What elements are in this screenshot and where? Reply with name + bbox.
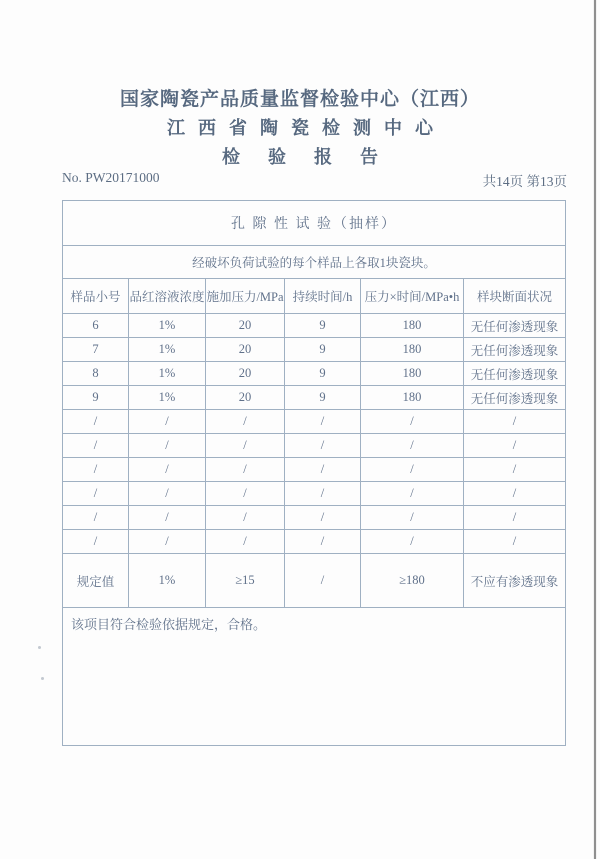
- table-cell: 8: [63, 362, 129, 386]
- column-header-pressure-time: 压力×时间/MPa•h: [361, 279, 464, 314]
- table-cell: ≥180: [361, 554, 464, 608]
- scan-speck: [41, 677, 44, 680]
- table-cell: /: [63, 506, 129, 530]
- table-cell: /: [63, 410, 129, 434]
- table-cell: 无任何渗透现象: [464, 338, 566, 362]
- scan-speck: [38, 646, 41, 649]
- table-cell: 规定值: [63, 554, 129, 608]
- table-cell: /: [129, 458, 206, 482]
- table-cell: /: [285, 458, 361, 482]
- table-cell: /: [63, 458, 129, 482]
- conclusion-text: 该项目符合检验依据规定，合格。: [63, 608, 566, 746]
- column-header-section-condition: 样块断面状况: [464, 279, 566, 314]
- table-row: [63, 386, 566, 410]
- org-title-line1: 国家陶瓷产品质量监督检验中心（江西）: [119, 89, 480, 110]
- spec-value-row: [63, 554, 566, 608]
- table-row: [63, 314, 566, 338]
- table-cell: /: [464, 530, 566, 554]
- table-cell: 20: [206, 338, 285, 362]
- table-cell: 180: [361, 386, 464, 410]
- table-cell: /: [361, 530, 464, 554]
- table-cell: /: [361, 482, 464, 506]
- table-cell: /: [129, 434, 206, 458]
- table-cell: /: [63, 434, 129, 458]
- table-cell: /: [361, 506, 464, 530]
- table-row: [63, 338, 566, 362]
- table-cell: 20: [206, 362, 285, 386]
- table-cell: /: [285, 554, 361, 608]
- table-cell: /: [63, 482, 129, 506]
- table-cell: 9: [285, 362, 361, 386]
- table-cell: /: [285, 506, 361, 530]
- table-row: [63, 434, 566, 458]
- column-header-sample-no: 样品小号: [63, 279, 129, 314]
- table-cell: /: [129, 410, 206, 434]
- table-cell: /: [129, 482, 206, 506]
- table-row: [63, 458, 566, 482]
- table-cell: /: [206, 458, 285, 482]
- table-cell: /: [285, 482, 361, 506]
- org-title-line2: 江西省陶瓷检测中心: [167, 118, 446, 138]
- scan-edge-line: [594, 0, 596, 859]
- table-body: [63, 314, 566, 608]
- table-title: 孔 隙 性 试 验（抽样）: [63, 201, 566, 246]
- table-cell: /: [464, 458, 566, 482]
- table-cell: /: [206, 506, 285, 530]
- table-cell: /: [285, 434, 361, 458]
- table-cell: /: [206, 434, 285, 458]
- conclusion-row: [63, 608, 566, 746]
- table-cell: 无任何渗透现象: [464, 314, 566, 338]
- table-cell: /: [206, 530, 285, 554]
- table-cell: /: [285, 410, 361, 434]
- table-cell: /: [63, 530, 129, 554]
- table-cell: /: [361, 410, 464, 434]
- table-cell: 9: [285, 338, 361, 362]
- table-row: [63, 506, 566, 530]
- table-cell: /: [361, 434, 464, 458]
- inspection-table: [62, 200, 566, 746]
- table-cell: /: [464, 482, 566, 506]
- column-header-applied-pressure: 施加压力/MPa: [206, 279, 285, 314]
- table-cell: 1%: [129, 554, 206, 608]
- column-header-duration: 持续时间/h: [285, 279, 361, 314]
- column-header-solution-concentration: 品红溶液浓度: [129, 279, 206, 314]
- table-cell: /: [464, 506, 566, 530]
- table-header-row: [63, 279, 566, 314]
- table-note: 经破坏负荷试验的每个样品上各取1块瓷块。: [63, 246, 566, 279]
- table-row: [63, 362, 566, 386]
- table-cell: /: [464, 410, 566, 434]
- table-cell: /: [129, 530, 206, 554]
- table-cell: /: [206, 410, 285, 434]
- table-cell: /: [361, 458, 464, 482]
- table-cell: 1%: [129, 386, 206, 410]
- table-row: [63, 410, 566, 434]
- table-cell: 180: [361, 314, 464, 338]
- table-cell: 6: [63, 314, 129, 338]
- table-cell: 20: [206, 386, 285, 410]
- table-cell: 1%: [129, 314, 206, 338]
- table-note-row: [63, 246, 566, 279]
- table-cell: 180: [361, 362, 464, 386]
- table-title-row: [63, 201, 566, 246]
- table-row: [63, 530, 566, 554]
- table-cell: 9: [285, 314, 361, 338]
- table-cell: 9: [63, 386, 129, 410]
- table-cell: 不应有渗透现象: [464, 554, 566, 608]
- page-indicator: 共14页 第13页: [482, 174, 567, 189]
- table-cell: /: [464, 434, 566, 458]
- table-cell: 无任何渗透现象: [464, 362, 566, 386]
- table-cell: 7: [63, 338, 129, 362]
- table-cell: /: [129, 506, 206, 530]
- table-cell: 20: [206, 314, 285, 338]
- table-cell: 9: [285, 386, 361, 410]
- table-row: [63, 482, 566, 506]
- table-cell: 1%: [129, 338, 206, 362]
- table-cell: /: [206, 482, 285, 506]
- table-cell: /: [285, 530, 361, 554]
- report-title: 检验报告: [222, 147, 406, 167]
- table-cell: ≥15: [206, 554, 285, 608]
- table-cell: 无任何渗透现象: [464, 386, 566, 410]
- report-number: No. PW20171000: [62, 170, 160, 185]
- table-cell: 180: [361, 338, 464, 362]
- table-cell: 1%: [129, 362, 206, 386]
